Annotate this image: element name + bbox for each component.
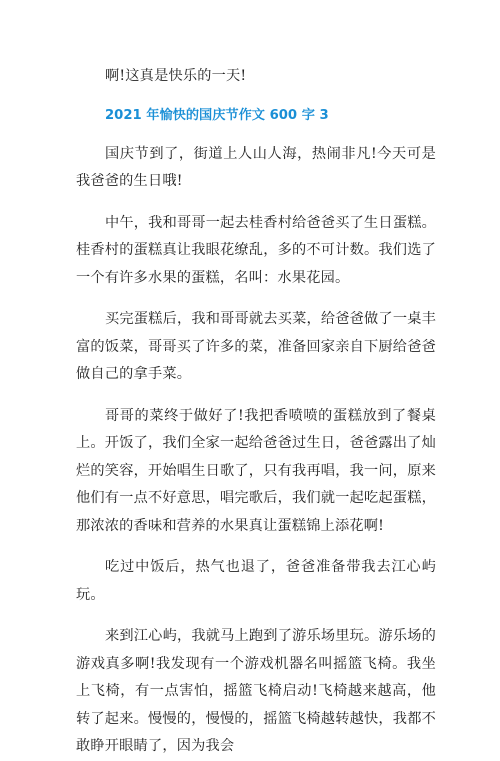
paragraph-4: 哥哥的菜终于做好了!我把香喷喷的蛋糕放到了餐桌上。开饭了，我们全家一起给爸爸过生日，爸爸露出了灿烂的笑容，开始唱生日歌了，只有我再唱，我一问，原来他们有一点不好意思，唱完歌后，我们就一起吃起蛋糕，那浓浓的香味和营养的水果真让蛋糕锦上添花啊! [76, 407, 436, 534]
paragraph-2: 中午，我和哥哥一起去桂香村给爸爸买了生日蛋糕。桂香村的蛋糕真让我眼花缭乱，多的不可计数。我们选了一个有许多水果的蛋糕，名叫：水果花园。 [76, 214, 436, 286]
paragraph-6: 来到江心屿，我就马上跑到了游乐场里玩。游乐场的游戏真多啊!我发现有一个游戏机器名叫摇篮飞椅。我坐上飞椅，有一点害怕，摇篮飞椅启动!飞椅越来越高，他转了起来。慢慢的，慢慢的，摇篮飞椅越转越快，我都不敢睁开眼睛了，因为我会 [76, 628, 436, 754]
paragraph-3: 买完蛋糕后，我和哥哥就去买菜，给爸爸做了一桌丰富的饭菜，哥哥买了许多的菜，准备回家亲自下厨给爸爸做自己的拿手菜。 [76, 311, 436, 382]
essay-heading: 2021 年愉快的国庆节作文 600 字 3 [105, 107, 329, 123]
lead-line: 啊!这真是快乐的一天! [105, 68, 247, 84]
paragraph-5: 吃过中饭后，热气也退了，爸爸准备带我去江心屿玩。 [76, 559, 436, 603]
paragraph-1: 国庆节到了，街道上人山人海，热闹非凡!今天可是我爸爸的生日哦! [76, 145, 436, 189]
